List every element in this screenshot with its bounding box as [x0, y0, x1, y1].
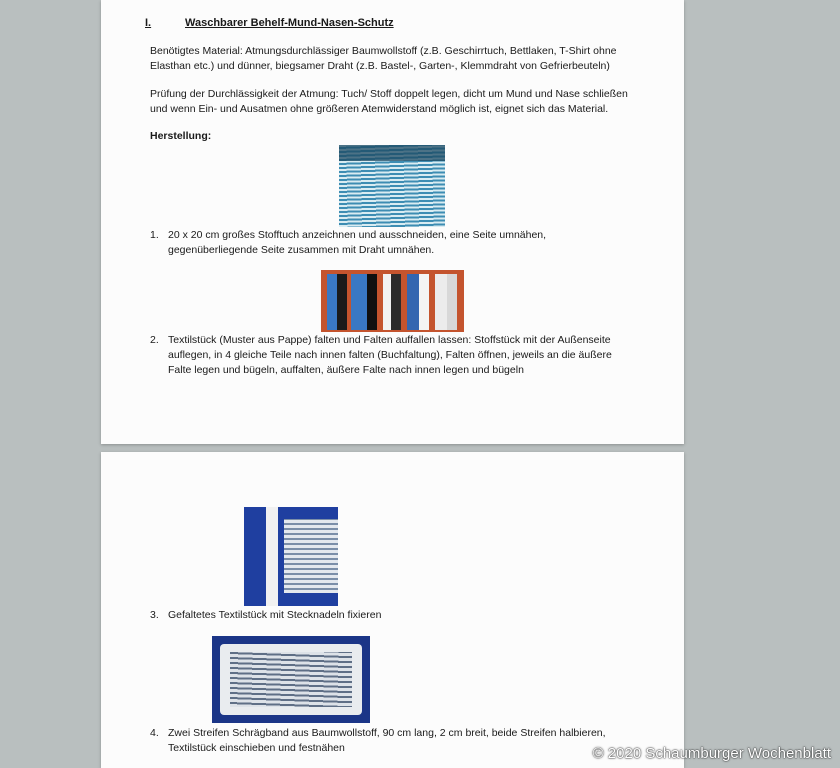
test-paragraph — [150, 87, 636, 117]
section-heading — [145, 17, 394, 29]
step-1-line-2: gegenüberliegende Seite zusammen mit Draht umnähen. — [168, 244, 435, 256]
step-2-line-3: Falte legen und bügeln, auffalten, äußere Falte nach innen legen und bügeln — [168, 364, 524, 376]
production-subheading: Herstellung: — [150, 130, 212, 142]
cardboard-pattern-photo — [321, 270, 464, 332]
step-1-number: 1. — [150, 229, 159, 241]
step-1-line-1: 20 x 20 cm großes Stofftuch anzeichnen und ausschneiden, eine Seite umnähen, — [168, 229, 547, 241]
step-3-line-1: Gefaltetes Textilstück mit Stecknadeln fixieren — [168, 609, 382, 621]
test-line-2: und wenn Ein- und Ausatmen ohne größeren Atemwiderstand möglich ist, eignet sich das Material. — [150, 103, 609, 115]
copyright-watermark: © 2020 Schaumburger Wochenblatt — [592, 745, 831, 762]
fabric-square-photo — [339, 145, 445, 227]
step-2-number: 2. — [150, 334, 159, 346]
document-page-1 — [101, 0, 684, 444]
section-title: Waschbarer Behelf-Mund-Nasen-Schutz — [185, 17, 394, 29]
step-4-number: 4. — [150, 727, 159, 739]
material-line-2: Elasthan etc.) und dünner, biegsamer Draht (z.B. Bastel-, Garten-, Klemmdraht von Gefrierbeuteln) — [150, 60, 610, 72]
test-line-1: Prüfung der Durchlässigkeit der Atmung: Tuch/ Stoff doppelt legen, dicht um Mund und Nase schließen — [150, 88, 628, 100]
step-4-line-1: Zwei Streifen Schrägband aus Baumwollstoff, 90 cm lang, 2 cm breit, beide Streifen halbieren, — [168, 727, 606, 739]
material-paragraph — [150, 44, 636, 74]
step-1 — [150, 228, 636, 258]
step-2-line-2: auflegen, in 4 gleiche Teile nach innen falten (Buchfaltung), Falten öffnen, jeweils an die äußere — [168, 349, 612, 361]
material-line-1: Benötigtes Material: Atmungsdurchlässiger Baumwollstoff (z.B. Geschirrtuch, Bettlaken, T-Shirt ohne — [150, 45, 617, 57]
folded-mask-photo — [212, 636, 370, 723]
step-2 — [150, 333, 636, 378]
pinned-fabric-photo — [244, 507, 338, 606]
section-number: I. — [145, 17, 152, 29]
step-4 — [150, 726, 636, 756]
step-3-number: 3. — [150, 609, 159, 621]
step-3 — [150, 608, 636, 623]
step-2-line-1: Textilstück (Muster aus Pappe) falten und Falten auffallen lassen: Stoffstück mit der Außenseite — [168, 334, 611, 346]
step-4-line-2: Textilstück einschieben und festnähen — [168, 742, 345, 754]
